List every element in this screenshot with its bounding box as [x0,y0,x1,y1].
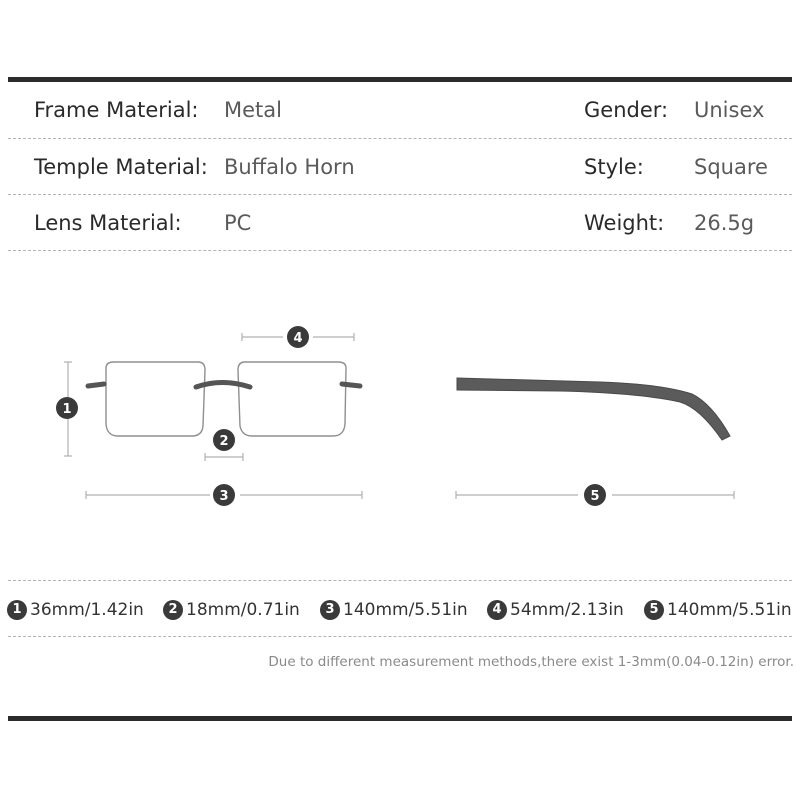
dimension-5-temple-length [456,484,734,506]
measurement-4-value: 54mm/2.13in [510,600,624,620]
glasses-front-view [88,362,360,436]
measurement-2-badge: 2 [163,600,183,620]
callout-4-label: 4 [293,331,303,346]
dimension-4-lens-width [242,326,354,348]
frame-material-value: Metal [224,98,282,122]
weight-value: 26.5g [694,211,755,235]
gender-label: Gender: [584,98,669,122]
measurements-top-divider [8,580,792,581]
style-value: Square [694,155,768,179]
callout-1-label: 1 [62,402,72,417]
frame-material-label: Frame Material: [34,98,199,122]
callout-5-label: 5 [590,489,600,504]
left-lens [106,362,205,436]
measurement-disclaimer: Due to different measurement methods,there exist 1-3mm(0.04-0.12in) error. [268,654,794,670]
callout-3-label: 3 [219,489,229,504]
dimension-3-frame-width [86,484,362,506]
measurement-3 [320,588,468,632]
measurement-1 [7,588,144,632]
measurement-2 [163,588,300,632]
temple-arm [457,378,730,440]
style-label: Style: [584,155,644,179]
measurements-bottom-divider [8,636,792,637]
callout-2-label: 2 [219,434,229,449]
lens-material-label: Lens Material: [34,211,182,235]
measurement-1-value: 36mm/1.42in [30,600,144,620]
dimension-1-lens-height [56,362,78,456]
right-lens [238,362,346,436]
lens-material-value: PC [224,211,252,235]
dimension-2-bridge-width [205,429,243,461]
gender-value: Unisex [694,98,765,122]
weight-label: Weight: [584,211,665,235]
measurement-3-value: 140mm/5.51in [343,600,468,620]
measurement-5-value: 140mm/5.51in [667,600,792,620]
bottom-rule [8,716,792,721]
measurement-4 [487,588,624,632]
measurement-4-badge: 4 [487,600,507,620]
bridge [196,383,250,388]
temple-material-value: Buffalo Horn [224,155,355,179]
temple-side-view [457,378,730,440]
measurement-3-badge: 3 [320,600,340,620]
left-temple-stub [88,384,104,386]
measurements-row [0,588,800,632]
measurement-5 [644,588,792,632]
temple-material-label: Temple Material: [34,155,208,179]
measurement-2-value: 18mm/0.71in [186,600,300,620]
measurement-5-badge: 5 [644,600,664,620]
measurement-1-badge: 1 [7,600,27,620]
right-temple-stub [342,384,360,386]
